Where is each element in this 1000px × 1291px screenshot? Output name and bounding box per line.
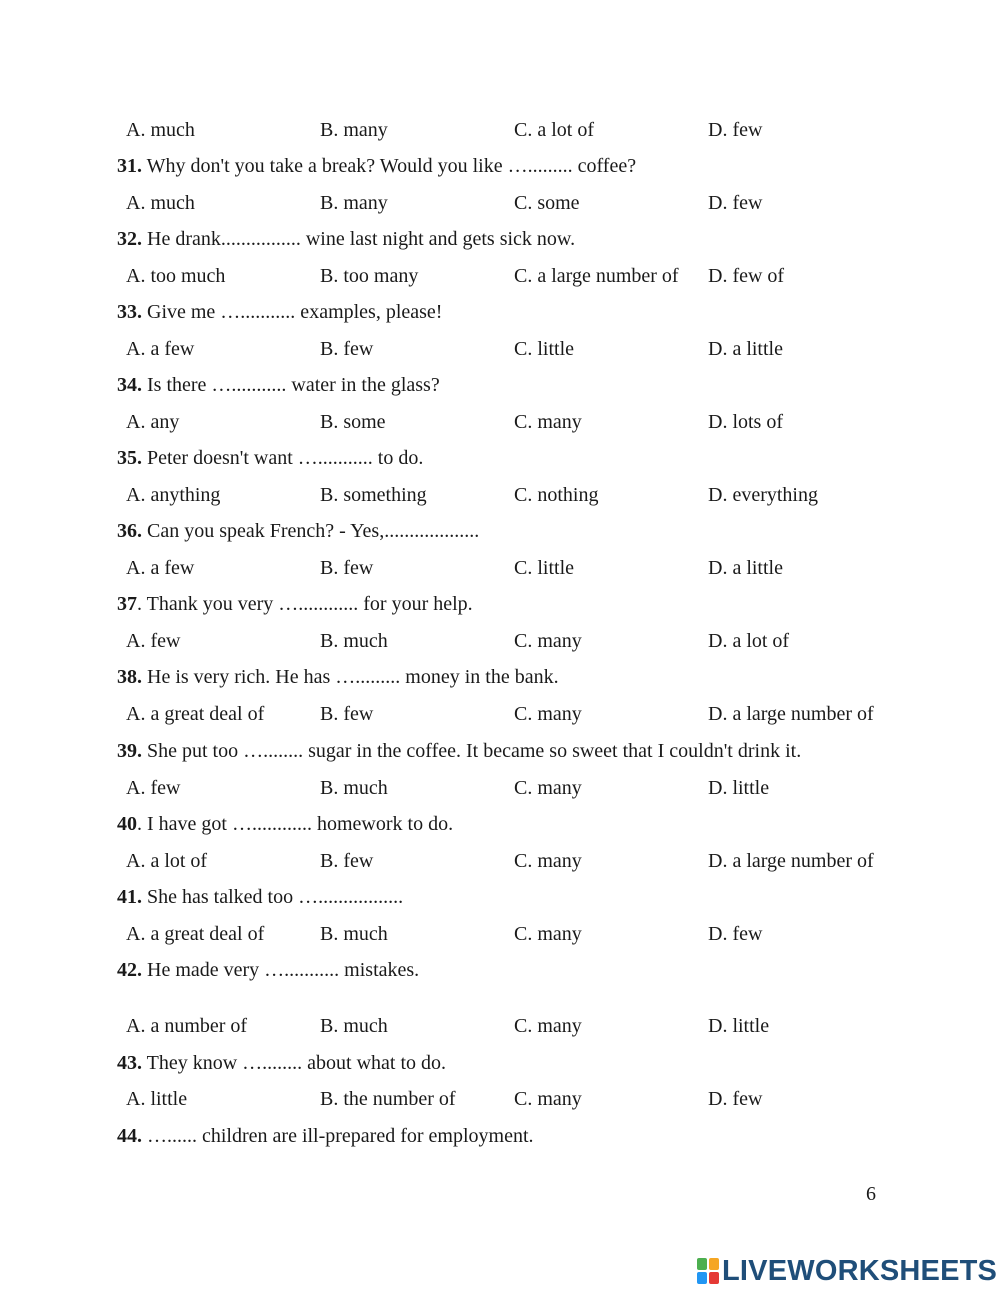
- option-d: D. a lot of: [708, 630, 790, 652]
- page-number: 6: [866, 1183, 876, 1205]
- option-b: B. few: [320, 338, 374, 360]
- option-b: B. few: [320, 703, 374, 725]
- question-31: [0, 152, 1000, 180]
- option-b: B. something: [320, 484, 427, 506]
- question-40: [0, 810, 1000, 838]
- options-row: [0, 627, 1000, 655]
- question-41: [0, 883, 1000, 911]
- question-text: He made very …........... mistakes.: [142, 959, 420, 981]
- option-d: D. a large number of: [708, 850, 874, 872]
- option-a: A. little: [126, 1088, 188, 1110]
- options-row: [0, 408, 1000, 436]
- question-text: They know …........ about what to do.: [142, 1052, 447, 1074]
- option-a: A. few: [126, 630, 181, 652]
- question-text: Why don't you take a break? Would you like …......... coffee?: [142, 155, 637, 177]
- option-b: B. the number of: [320, 1088, 456, 1110]
- option-c: C. many: [514, 411, 582, 433]
- option-c: C. many: [514, 1015, 582, 1037]
- option-c: C. a lot of: [514, 119, 594, 141]
- question-number: 44.: [117, 1125, 142, 1147]
- option-c: C. some: [514, 192, 580, 214]
- options-row: [0, 847, 1000, 875]
- question-42: [0, 956, 1000, 984]
- question-text: Is there …........... water in the glass?: [142, 374, 440, 396]
- option-b: B. too many: [320, 265, 419, 287]
- option-d: D. few: [708, 1088, 763, 1110]
- option-b: B. much: [320, 630, 388, 652]
- question-number: 35.: [117, 447, 142, 469]
- question-text: She has talked too ….................: [142, 886, 404, 908]
- question-text: Can you speak French? - Yes,...................: [142, 520, 480, 542]
- option-c: C. many: [514, 630, 582, 652]
- option-a: A. a lot of: [126, 850, 208, 872]
- brand-text: LIVEWORKSHEETS: [722, 1254, 998, 1287]
- option-a: A. any: [126, 411, 180, 433]
- option-a: A. anything: [126, 484, 221, 506]
- option-c: C. many: [514, 777, 582, 799]
- question-38: [0, 663, 1000, 691]
- question-33: [0, 298, 1000, 326]
- liveworksheets-brand[interactable]: [697, 1254, 997, 1288]
- option-d: D. little: [708, 777, 770, 799]
- options-row: [0, 481, 1000, 509]
- question-number: 32.: [117, 228, 142, 250]
- question-text: He is very rich. He has …......... money in the bank.: [142, 666, 559, 688]
- options-row: [0, 774, 1000, 802]
- question-number: 42.: [117, 959, 142, 981]
- question-number: 43.: [117, 1052, 142, 1074]
- question-text: . I have got …............ homework to do.: [137, 813, 454, 835]
- question-number: 34.: [117, 374, 142, 396]
- option-d: D. lots of: [708, 411, 783, 433]
- option-a: A. a few: [126, 557, 195, 579]
- question-43: [0, 1049, 1000, 1077]
- option-b: B. few: [320, 850, 374, 872]
- question-number: 40: [117, 813, 137, 835]
- option-d: D. few of: [708, 265, 785, 287]
- option-b: B. much: [320, 923, 388, 945]
- question-text: …...... children are ill-prepared for employment.: [142, 1125, 534, 1147]
- option-a: A. much: [126, 119, 195, 141]
- question-text: Give me …........... examples, please!: [142, 301, 443, 323]
- question-35: [0, 444, 1000, 472]
- option-c: C. many: [514, 703, 582, 725]
- question-number: 41.: [117, 886, 142, 908]
- question-39: [0, 737, 1000, 765]
- option-d: D. a large number of: [708, 703, 874, 725]
- option-a: A. a number of: [126, 1015, 248, 1037]
- option-d: D. few: [708, 119, 763, 141]
- options-row: [0, 1085, 1000, 1113]
- question-36: [0, 517, 1000, 545]
- question-number: 33.: [117, 301, 142, 323]
- option-c: C. many: [514, 850, 582, 872]
- option-c: C. little: [514, 557, 574, 579]
- options-row: [0, 700, 1000, 728]
- option-b: B. much: [320, 1015, 388, 1037]
- option-c: C. many: [514, 923, 582, 945]
- options-row: [0, 335, 1000, 363]
- option-d: D. everything: [708, 484, 818, 506]
- option-b: B. many: [320, 192, 388, 214]
- option-c: C. little: [514, 338, 574, 360]
- option-d: D. a little: [708, 338, 783, 360]
- question-34: [0, 371, 1000, 399]
- option-a: A. a great deal of: [126, 923, 265, 945]
- option-c: C. a large number of: [514, 265, 679, 287]
- liveworksheets-logo-icon: [697, 1258, 719, 1284]
- question-number: 37: [117, 593, 137, 615]
- option-d: D. little: [708, 1015, 770, 1037]
- options-row: [0, 554, 1000, 582]
- options-row: [0, 1012, 1000, 1040]
- question-number: 38.: [117, 666, 142, 688]
- option-b: B. much: [320, 777, 388, 799]
- option-a: A. too much: [126, 265, 226, 287]
- question-number: 36.: [117, 520, 142, 542]
- question-text: She put too …........ sugar in the coffee. It became so sweet that I couldn't drink it.: [142, 740, 802, 762]
- question-32: [0, 225, 1000, 253]
- option-c: C. many: [514, 1088, 582, 1110]
- option-d: D. a little: [708, 557, 783, 579]
- question-number: 39.: [117, 740, 142, 762]
- question-text: He drank................ wine last night and gets sick now.: [142, 228, 576, 250]
- question-37: [0, 590, 1000, 618]
- question-text: Peter doesn't want …........... to do.: [142, 447, 424, 469]
- option-b: B. some: [320, 411, 386, 433]
- option-d: D. few: [708, 192, 763, 214]
- question-text: . Thank you very …............ for your help.: [137, 593, 473, 615]
- option-b: B. many: [320, 119, 388, 141]
- option-b: B. few: [320, 557, 374, 579]
- option-a: A. a great deal of: [126, 703, 265, 725]
- option-a: A. much: [126, 192, 195, 214]
- question-number: 31.: [117, 155, 142, 177]
- options-row: [0, 189, 1000, 217]
- option-a: A. a few: [126, 338, 195, 360]
- options-row: [0, 920, 1000, 948]
- option-d: D. few: [708, 923, 763, 945]
- option-c: C. nothing: [514, 484, 599, 506]
- options-row: [0, 262, 1000, 290]
- question-44: [0, 1122, 1000, 1150]
- option-a: A. few: [126, 777, 181, 799]
- options-row: [0, 116, 1000, 144]
